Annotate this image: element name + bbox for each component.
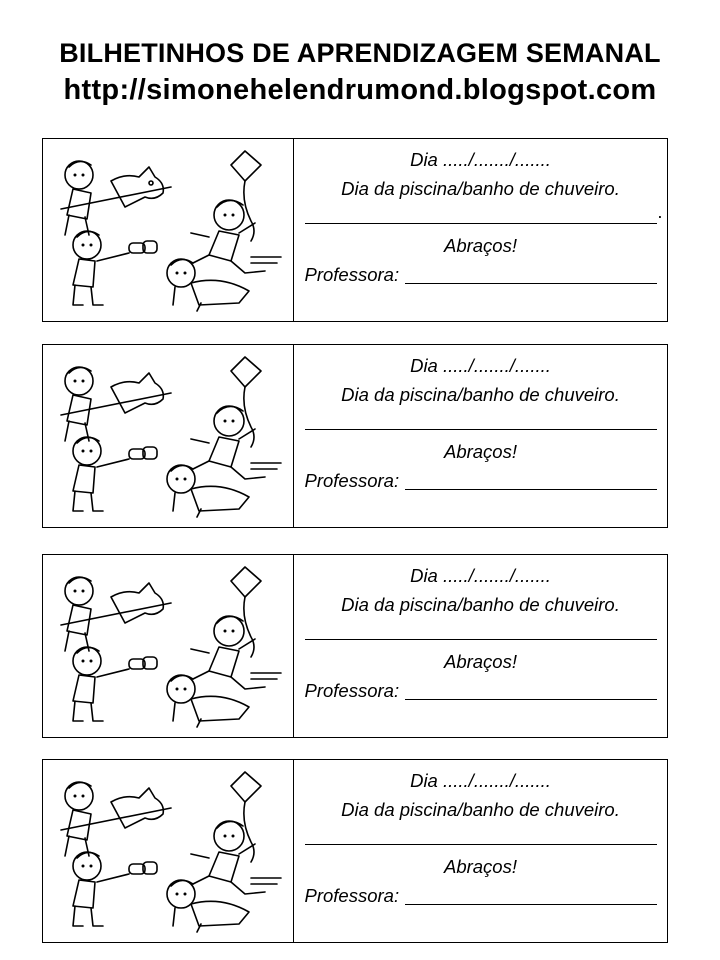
date-line: Dia ...../......./....... xyxy=(410,355,551,376)
greeting: Abraços! xyxy=(443,235,517,256)
greeting: Abraços! xyxy=(443,441,517,462)
teacher-line xyxy=(305,677,657,706)
note-card xyxy=(42,554,668,738)
teacher-label: Professora: xyxy=(304,884,400,906)
note-card xyxy=(42,138,668,322)
illustration-panel xyxy=(43,555,294,737)
teacher-signature-blank xyxy=(405,884,656,905)
illustration-panel xyxy=(43,345,294,527)
illustration-panel xyxy=(43,760,294,942)
children-playing-kite-horse-icon xyxy=(51,351,287,521)
greeting: Abraços! xyxy=(443,856,517,877)
teacher-label: Professora: xyxy=(304,263,400,285)
fill-in-line xyxy=(305,200,663,224)
teacher-line xyxy=(305,467,657,496)
teacher-signature-blank xyxy=(405,469,656,490)
note-text xyxy=(294,760,667,942)
note-card xyxy=(42,344,668,528)
illustration-panel xyxy=(43,139,294,321)
date-line: Dia ...../......./....... xyxy=(410,565,551,586)
fill-in-line xyxy=(305,619,657,640)
note-message: Dia da piscina/banho de chuveiro. xyxy=(341,177,620,199)
note-message: Dia da piscina/banho de chuveiro. xyxy=(341,383,620,405)
greeting: Abraços! xyxy=(443,651,517,672)
page-title: BILHETINHOS DE APRENDIZAGEM SEMANAL xyxy=(59,38,661,68)
teacher-line xyxy=(305,882,657,911)
teacher-signature-blank xyxy=(405,679,656,700)
blog-url: http://simonehelendrumond.blogspot.com xyxy=(63,74,657,106)
teacher-label: Professora: xyxy=(304,679,400,701)
children-playing-kite-horse-icon xyxy=(51,561,287,731)
line-end-mark: . xyxy=(657,200,663,222)
children-playing-kite-horse-icon xyxy=(51,766,287,936)
note-text xyxy=(294,139,667,321)
fill-in-line xyxy=(305,409,657,430)
note-message: Dia da piscina/banho de chuveiro. xyxy=(341,593,620,615)
teacher-label: Professora: xyxy=(304,469,400,491)
fill-in-line xyxy=(305,824,657,845)
note-text xyxy=(294,345,667,527)
date-line: Dia ...../......./....... xyxy=(410,770,551,791)
teacher-signature-blank xyxy=(405,263,656,284)
children-playing-kite-horse-icon xyxy=(51,145,287,315)
note-message: Dia da piscina/banho de chuveiro. xyxy=(341,798,620,820)
page-header xyxy=(0,36,720,110)
teacher-line xyxy=(305,261,657,290)
date-line: Dia ...../......./....... xyxy=(410,149,551,170)
note-text xyxy=(294,555,667,737)
note-card xyxy=(42,759,668,943)
